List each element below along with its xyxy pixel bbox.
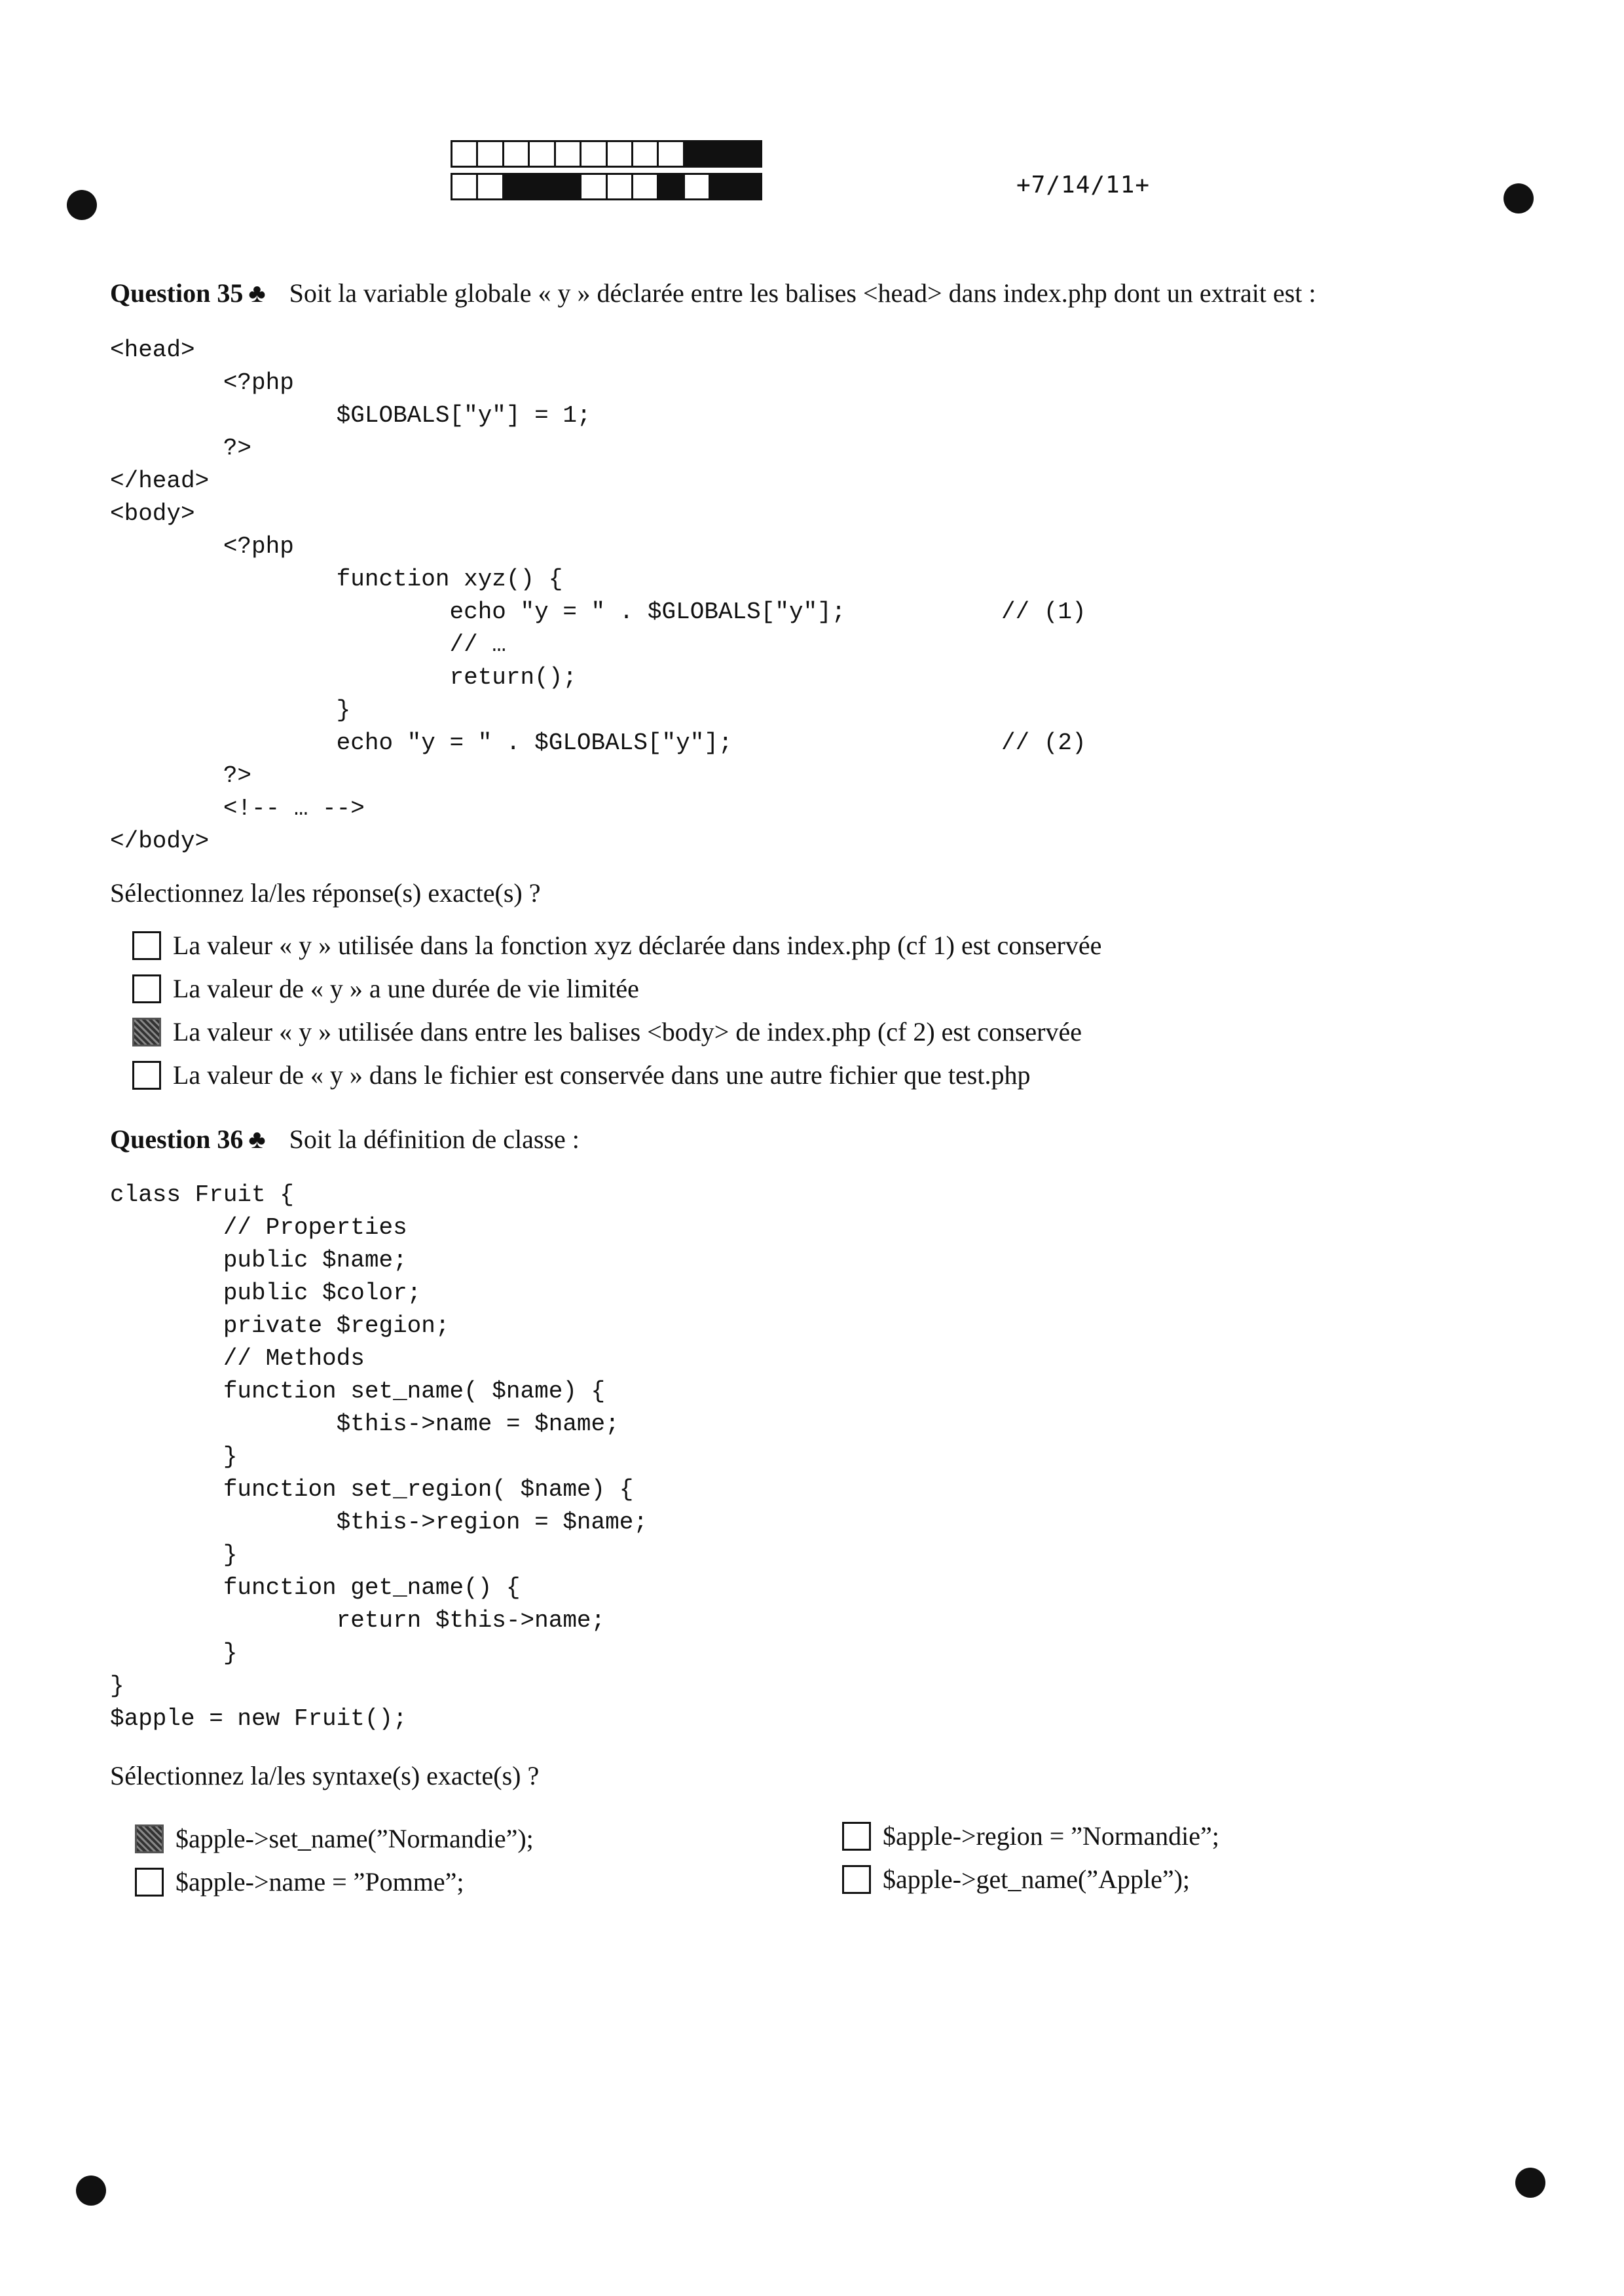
barcode-cell (530, 142, 555, 166)
answer-choice[interactable] (132, 1060, 1030, 1090)
checkbox[interactable] (132, 931, 161, 960)
barcode-cell (737, 142, 760, 166)
club-icon: ♣ (248, 1124, 266, 1154)
barcode-cell (710, 175, 736, 198)
question-prompt: Sélectionnez la/les syntaxe(s) exacte(s) ? (110, 1761, 540, 1790)
code-block: class Fruit { // Properties public $name; public $color; private $region; // Methods function set_name( $name) { $this->name = $name; } function set_region( $name) { $this->region = $name; } function get_name() { return $this->name; } } $apple = new Fruit(); (110, 1181, 648, 1732)
barcode-cell (504, 175, 530, 198)
registration-mark-top-right (1504, 183, 1534, 213)
answer-choice[interactable] (132, 973, 639, 1004)
barcode-cell (556, 142, 581, 166)
question-label: Question 36 (110, 1124, 244, 1154)
barcode-cell (581, 175, 607, 198)
barcode-cell (556, 175, 581, 198)
barcode-cell (608, 175, 633, 198)
answer-choice[interactable] (842, 1821, 1219, 1851)
barcode-cell (581, 142, 607, 166)
registration-mark-bottom-right (1515, 2168, 1545, 2198)
checkbox[interactable] (132, 1061, 161, 1090)
barcode-cell (659, 142, 684, 166)
barcode-cell (452, 175, 478, 198)
checkbox[interactable] (132, 974, 161, 1003)
question-text: Soit la définition de classe : (289, 1124, 580, 1154)
barcode-cell (452, 142, 478, 166)
answer-choice[interactable] (135, 1823, 534, 1854)
barcode-bottom (451, 173, 762, 200)
page-code: +7/14/11+ (1016, 172, 1151, 198)
barcode-cell (504, 142, 530, 166)
answer-text: La valeur « y » utilisée dans la fonction xyz déclarée dans index.php (cf 1) est conservée (173, 931, 1102, 960)
question-36-header (110, 1124, 580, 1155)
barcode-cell (710, 142, 736, 166)
answer-text: $apple->region = ”Normandie”; (883, 1821, 1219, 1851)
barcode-cell (685, 142, 710, 166)
answer-text: $apple->name = ”Pomme”; (175, 1867, 464, 1897)
answer-text: La valeur de « y » dans le fichier est conservée dans une autre fichier que test.php (173, 1060, 1031, 1090)
barcode-cell (478, 142, 504, 166)
registration-mark-top-left (67, 190, 97, 220)
question-prompt: Sélectionnez la/les réponse(s) exacte(s) ? (110, 878, 541, 908)
barcode-cell (633, 142, 659, 166)
barcode-cell (659, 175, 684, 198)
barcode-top (451, 140, 762, 168)
answer-choice[interactable] (132, 930, 1101, 961)
answer-choice[interactable] (135, 1866, 464, 1897)
club-icon: ♣ (248, 278, 266, 308)
barcode-cell (478, 175, 504, 198)
barcode-cell (530, 175, 555, 198)
question-35-header (110, 278, 1316, 308)
answer-choice[interactable] (132, 1016, 1082, 1047)
answer-choice[interactable] (842, 1864, 1190, 1895)
checkbox[interactable] (842, 1865, 871, 1894)
answer-text: La valeur de « y » a une durée de vie limitée (173, 974, 639, 1003)
answer-text: $apple->get_name(”Apple”); (883, 1864, 1190, 1894)
checkbox[interactable] (842, 1822, 871, 1851)
question-label: Question 35 (110, 278, 244, 308)
checkbox[interactable] (132, 1018, 161, 1046)
barcode-cell (737, 175, 760, 198)
barcode-cell (685, 175, 710, 198)
code-block: <head> <?php $GLOBALS["y"] = 1; ?> </head> <body> <?php function xyz() { echo "y = " . $GLOBALS["y"]; // (1) // … return(); } echo "y = " . $GLOBALS["y"]; // (2) ?> <!-- … --> </body> (110, 337, 1086, 855)
checkbox[interactable] (135, 1868, 164, 1897)
registration-mark-bottom-left (76, 2176, 106, 2206)
checkbox[interactable] (135, 1824, 164, 1853)
barcode-cell (633, 175, 659, 198)
answer-text: $apple->set_name(”Normandie”); (175, 1824, 534, 1853)
answer-text: La valeur « y » utilisée dans entre les balises <body> de index.php (cf 2) est conservée (173, 1017, 1082, 1046)
barcode-cell (608, 142, 633, 166)
question-text: Soit la variable globale « y » déclarée entre les balises <head> dans index.php dont un extrait est : (289, 278, 1316, 308)
